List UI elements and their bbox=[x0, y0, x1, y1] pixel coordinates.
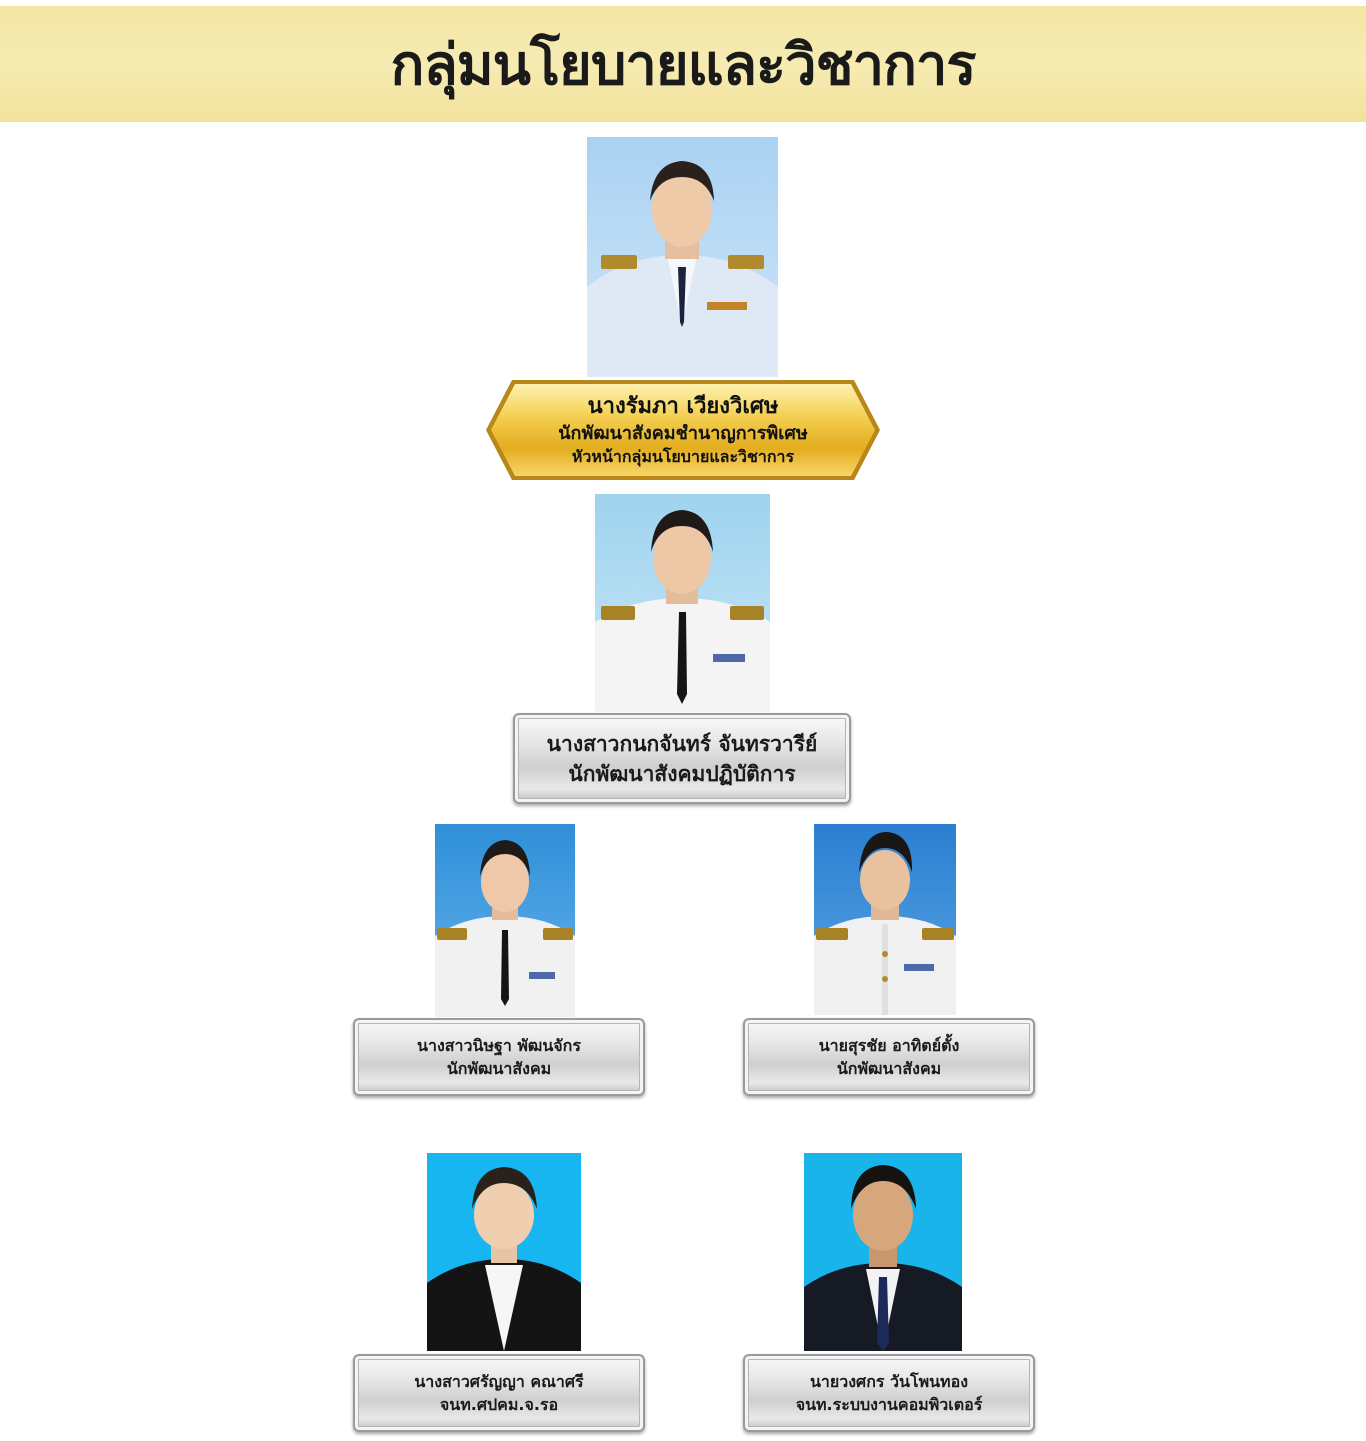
head-position: นักพัฒนาสังคมชำนาญการพิเศษ bbox=[558, 422, 808, 444]
staff-position: จนท.ระบบงานคอมพิวเตอร์ bbox=[795, 1395, 983, 1414]
staff-name: นางสาวนิษฐา พัฒนจักร bbox=[417, 1036, 581, 1055]
staff-name: นางสาวศรัญญา คณาศรี bbox=[414, 1372, 584, 1391]
staff-photo bbox=[814, 824, 956, 1015]
staff-nameplate bbox=[743, 1018, 1035, 1096]
page-title: กลุ่มนโยบายและวิชาการ bbox=[390, 32, 976, 98]
head-name: นางรัมภา เวียงวิเศษ bbox=[587, 393, 779, 419]
staff-position: นักพัฒนาสังคมปฏิบัติการ bbox=[568, 761, 796, 786]
head-role: หัวหน้ากลุ่มนโยบายและวิชาการ bbox=[571, 446, 795, 466]
staff-photo bbox=[427, 1153, 581, 1351]
header-banner bbox=[0, 6, 1366, 122]
staff-photo bbox=[804, 1153, 962, 1351]
staff-name: นายวงศกร วันโพนทอง bbox=[809, 1372, 969, 1391]
staff-nameplate bbox=[353, 1354, 645, 1432]
staff-position: นักพัฒนาสังคม bbox=[446, 1059, 552, 1078]
staff-name: นางสาวกนกจันทร์ จันทรวารีย์ bbox=[546, 731, 818, 756]
head-nameplate bbox=[484, 378, 882, 482]
staff-photo bbox=[595, 494, 770, 712]
head-photo bbox=[587, 137, 778, 377]
staff-nameplate bbox=[353, 1018, 645, 1096]
staff-name: นายสุรชัย อาทิตย์ตั้ง bbox=[818, 1036, 960, 1055]
staff-position: จนท.ศปคม.จ.รอ bbox=[439, 1395, 559, 1414]
staff-photo bbox=[435, 824, 575, 1017]
staff-position: นักพัฒนาสังคม bbox=[836, 1059, 942, 1078]
staff-nameplate bbox=[743, 1354, 1035, 1432]
staff-nameplate bbox=[513, 713, 851, 804]
